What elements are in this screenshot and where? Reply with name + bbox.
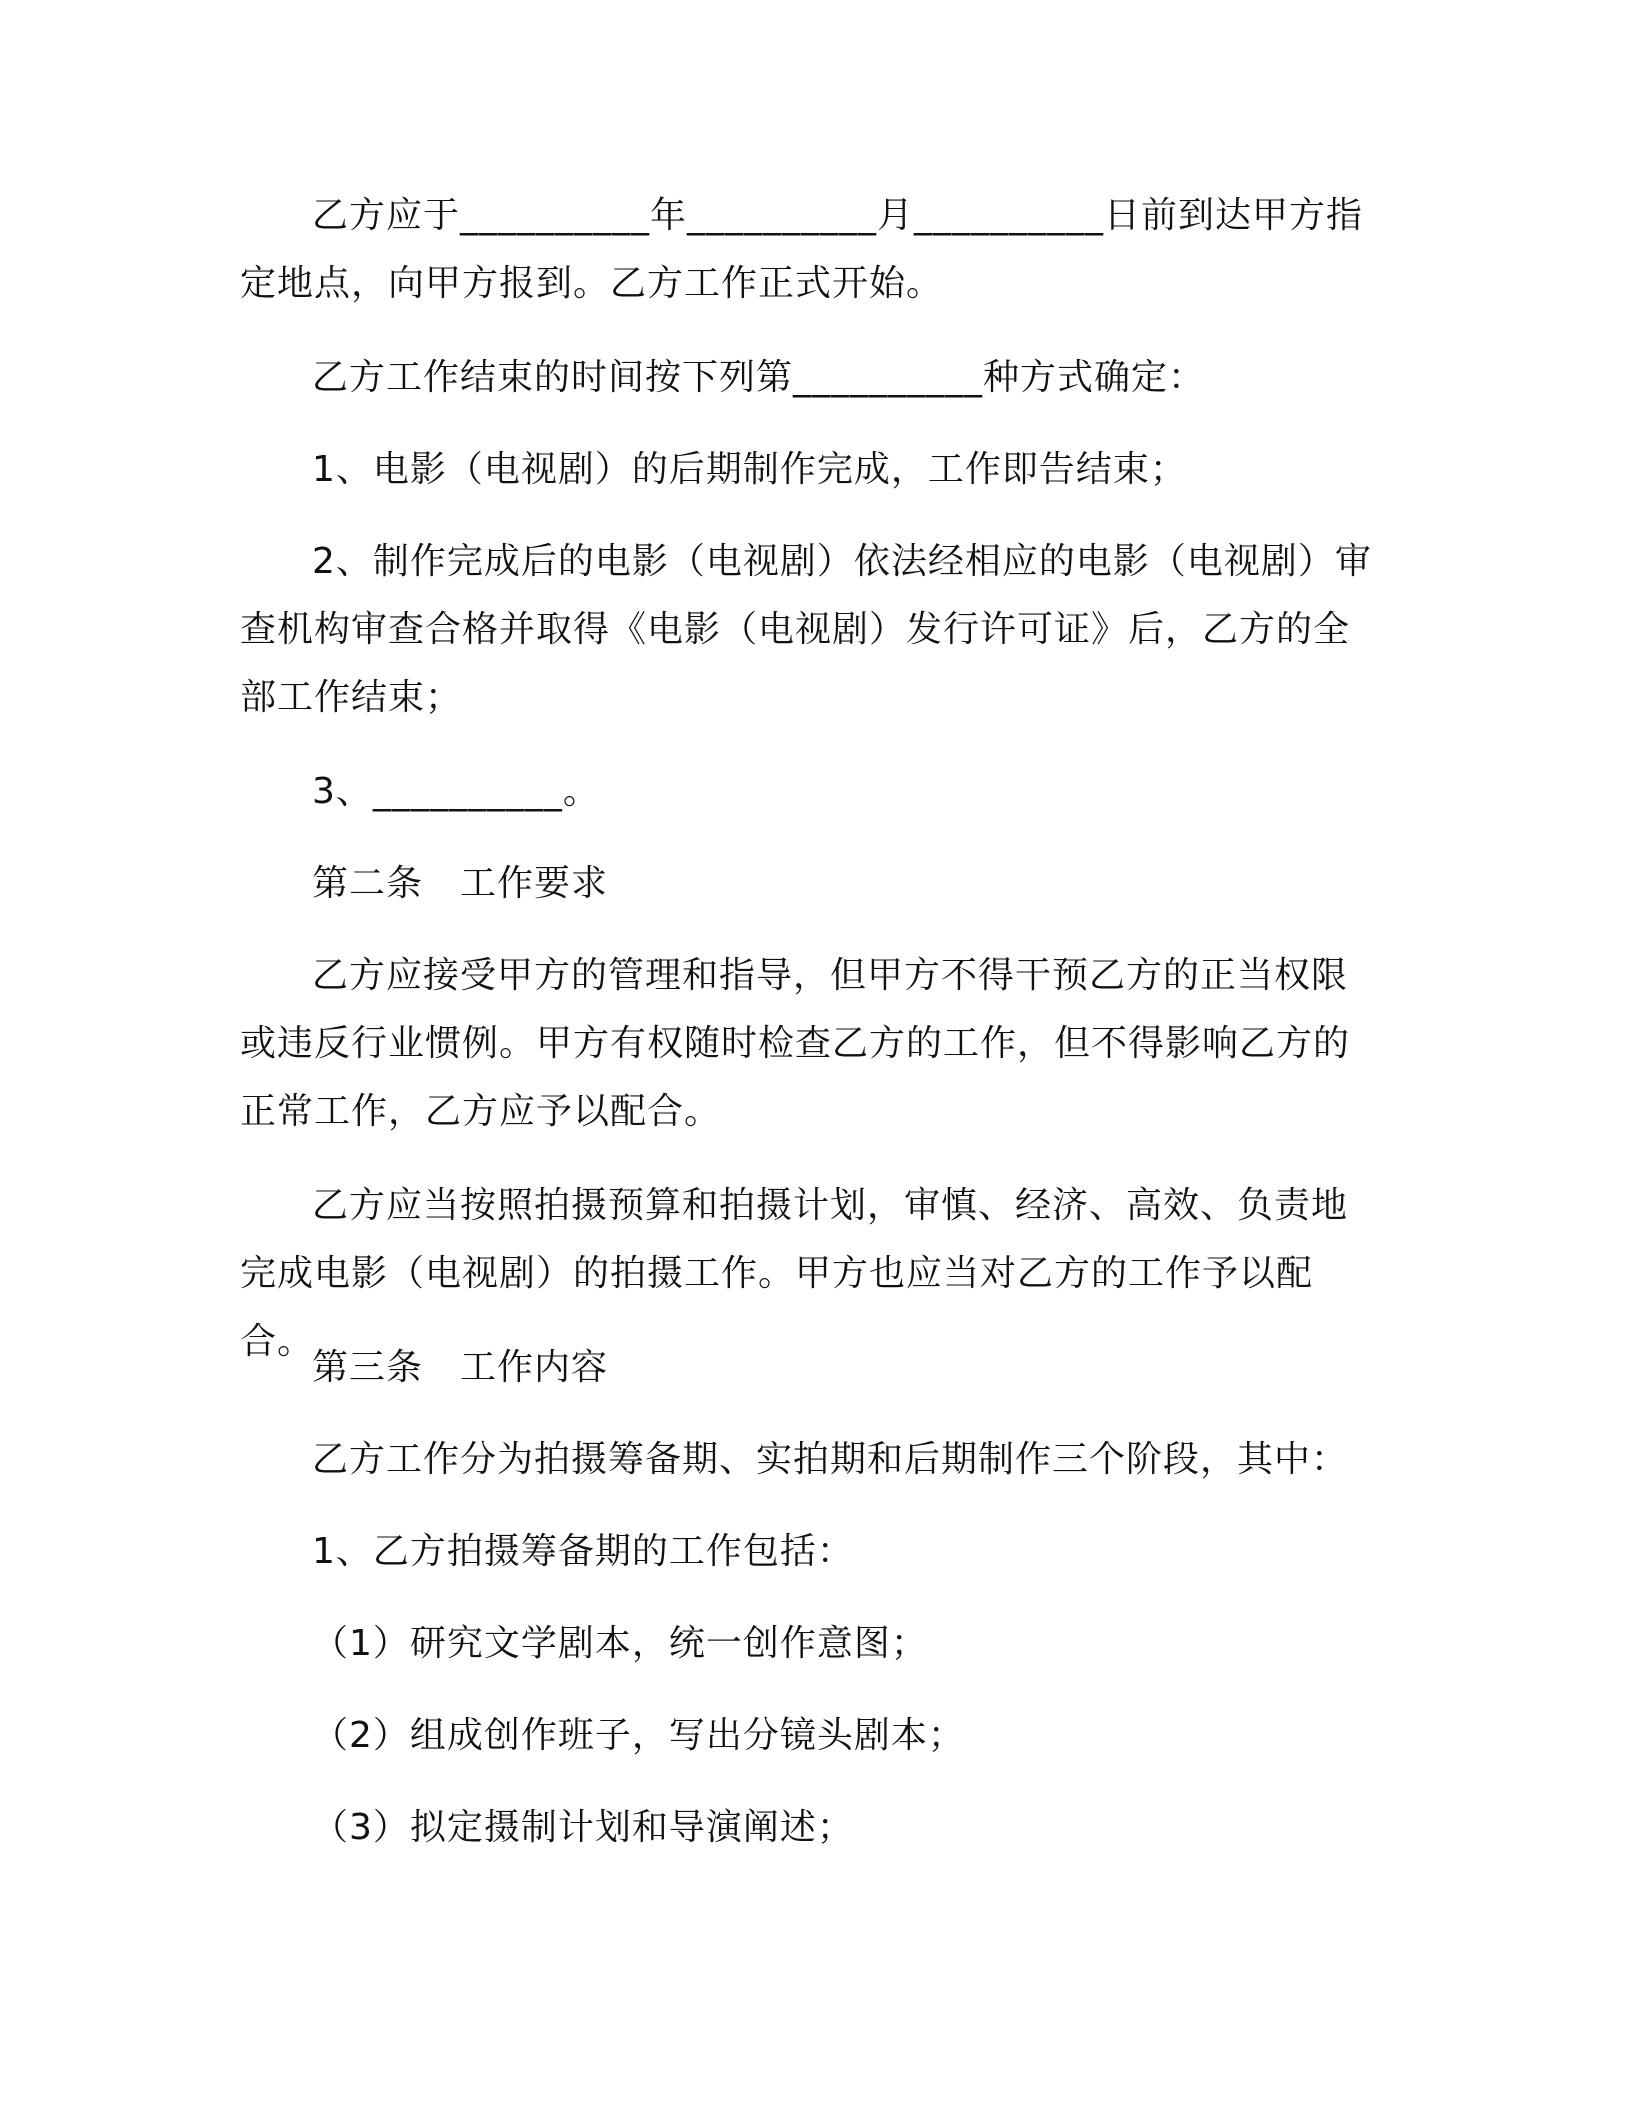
list-subitem-1: （1）研究文学剧本，统一创作意图； — [312, 1623, 928, 1664]
paragraph-work-stages: 乙方工作分为拍摄筹备期、实拍期和后期制作三个阶段，其中： — [312, 1439, 1349, 1480]
paragraph-end-method: 乙方工作结束的时间按下列第__________种方式确定： — [312, 357, 1206, 398]
list-item-end-option-1: 1、电影（电视剧）的后期制作完成，工作即告结束； — [312, 449, 1187, 490]
section-heading-article-3: 第三条 工作内容 — [312, 1347, 609, 1388]
list-item-prep-stage: 1、乙方拍摄筹备期的工作包括： — [312, 1531, 854, 1572]
list-subitem-3: （3）拟定摄制计划和导演阐述； — [312, 1807, 854, 1848]
list-item-end-option-2: 2、制作完成后的电影（电视剧）依法经相应的电影（电视剧）审查机构审查合格并取得《电影（电视剧）发行许可证》后，乙方的全部工作结束； — [240, 541, 1372, 718]
paragraph-report-date: 乙方应于__________年__________月__________日前到达甲方指定地点，向甲方报到。乙方工作正式开始。 — [240, 195, 1364, 304]
paragraph-budget: 乙方应当按照拍摄预算和拍摄计划，审慎、经济、高效、负责地完成电影（电视剧）的拍摄工作。甲方也应当对乙方的工作予以配合。 — [240, 1185, 1349, 1362]
section-heading-article-2: 第二条 工作要求 — [312, 863, 609, 904]
list-item-end-option-3: 3、__________。 — [312, 771, 600, 812]
list-subitem-2: （2）组成创作班子，写出分镜头剧本； — [312, 1715, 965, 1756]
paragraph-management: 乙方应接受甲方的管理和指导，但甲方不得干预乙方的正当权限或违反行业惯例。甲方有权随时检查乙方的工作，但不得影响乙方的正常工作，乙方应予以配合。 — [240, 955, 1351, 1132]
